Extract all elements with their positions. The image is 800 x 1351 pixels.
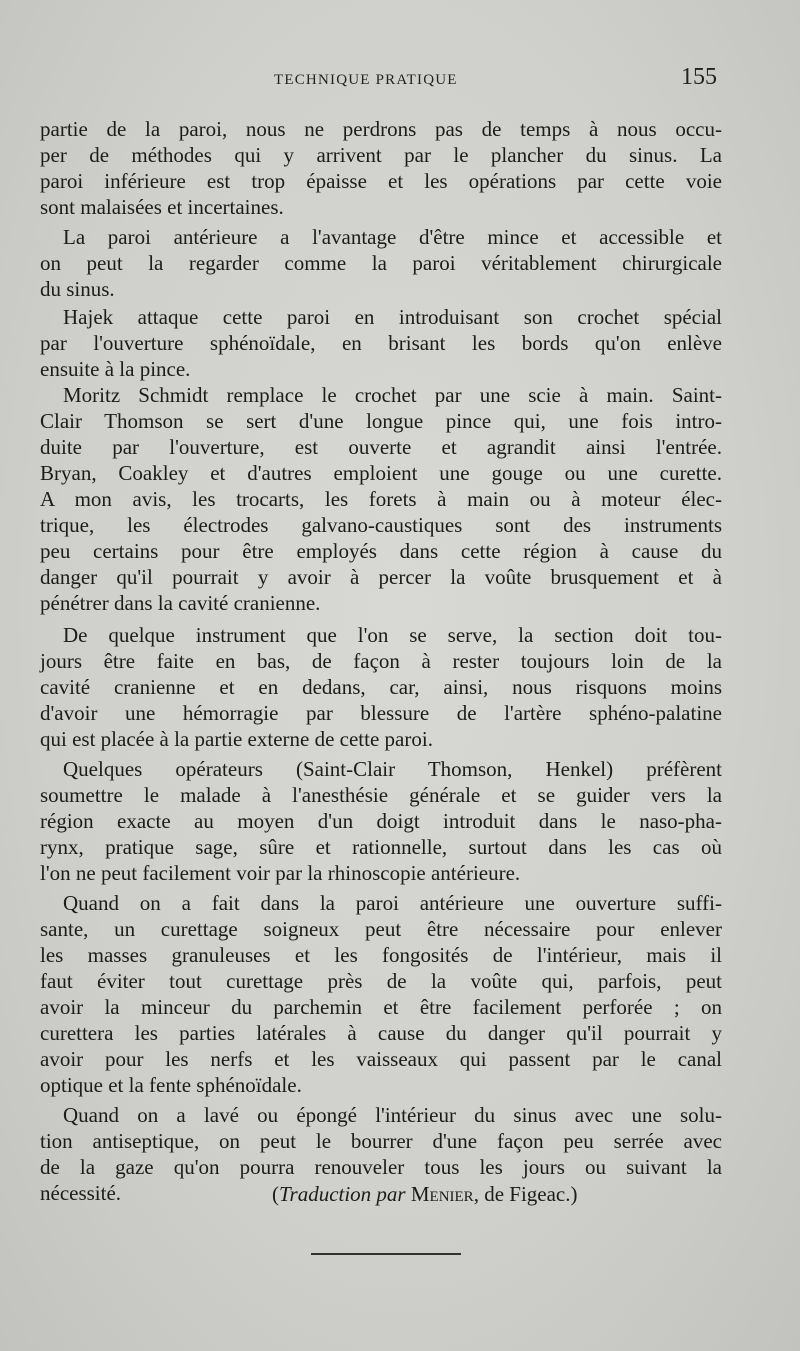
text-line: rynx, pratique sage, sûre et rationnelle, surtout dans les cas où <box>40 835 722 859</box>
text-line: de la gaze qu'on pourra renouveler tous les jours ou suivant la <box>40 1155 722 1179</box>
text-line: du sinus. <box>40 277 115 301</box>
text-line: par l'ouverture sphénoïdale, en brisant les bords qu'on enlève <box>40 331 722 355</box>
text-line: sont malaisées et incertaines. <box>40 195 284 219</box>
credit-close-paren: ) <box>570 1182 578 1206</box>
text-line: Moritz Schmidt remplace le crochet par une scie à main. Saint- <box>63 383 722 407</box>
text-line: cavité cranienne et en dedans, car, ainsi, nous risquons moins <box>40 675 722 699</box>
text-line: A mon avis, les trocarts, les forets à main ou à moteur élec- <box>40 487 722 511</box>
text-line: soumettre le malade à l'anesthésie générale et se guider vers la <box>40 783 722 807</box>
text-line: Hajek attaque cette paroi en introduisant son crochet spécial <box>63 305 722 329</box>
text-line: partie de la paroi, nous ne perdrons pas de temps à nous occu- <box>40 117 722 141</box>
text-line: jours être faite en bas, de façon à rester toujours loin de la <box>40 649 722 673</box>
page-number: 155 <box>681 64 717 90</box>
credit-place: , de Figeac. <box>473 1182 571 1206</box>
credit-open-paren: ( <box>272 1182 279 1206</box>
text-line: La paroi antérieure a l'avantage d'être mince et accessible et <box>63 225 722 249</box>
text-line: les masses granuleuses et les fongosités de l'intérieur, mais il <box>40 943 722 967</box>
text-line: Bryan, Coakley et d'autres emploient une gouge ou une curette. <box>40 461 722 485</box>
running-head: TECHNIQUE PRATIQUE <box>274 72 458 88</box>
translation-credit <box>272 1181 578 1207</box>
text-line: danger qu'il pourrait y avoir à percer la voûte brusquement et à <box>40 565 722 589</box>
text-line: Quand on a lavé ou épongé l'intérieur du sinus avec une solu- <box>63 1103 722 1127</box>
text-line: per de méthodes qui y arrivent par le plancher du sinus. La <box>40 143 722 167</box>
credit-translator-name: Menier <box>410 1182 474 1206</box>
text-line: De quelque instrument que l'on se serve, la section doit tou- <box>63 623 722 647</box>
text-line: paroi inférieure est trop épaisse et les opérations par cette voie <box>40 169 722 193</box>
text-line: Quelques opérateurs (Saint-Clair Thomson, Henkel) préfèrent <box>63 757 722 781</box>
text-line: qui est placée à la partie externe de cette paroi. <box>40 727 433 751</box>
text-line: peu certains pour être employés dans cette région à cause du <box>40 539 722 563</box>
text-line: faut éviter tout curettage près de la voûte qui, parfois, peut <box>40 969 722 993</box>
text-line: avoir la minceur du parchemin et être facilement perforée ; on <box>40 995 722 1019</box>
text-line: avoir pour les nerfs et les vaisseaux qui passent par le canal <box>40 1047 722 1071</box>
text-line: pénétrer dans la cavité cranienne. <box>40 591 321 615</box>
text-line: ensuite à la pince. <box>40 357 191 381</box>
text-line: nécessité. <box>40 1181 122 1205</box>
text-line: sante, un curettage soigneux peut être nécessaire pour enlever <box>40 917 722 941</box>
text-line: duite par l'ouverture, est ouverte et agrandit ainsi l'entrée. <box>40 435 722 459</box>
text-line: optique et la fente sphénoïdale. <box>40 1073 302 1097</box>
end-rule <box>311 1253 461 1255</box>
text-line: d'avoir une hémorragie par blessure de l'artère sphéno-palatine <box>40 701 722 725</box>
text-line: l'on ne peut facilement voir par la rhinoscopie antérieure. <box>40 861 521 885</box>
text-line: tion antiseptique, on peut le bourrer d'une façon peu serrée avec <box>40 1129 722 1153</box>
text-line: Quand on a fait dans la paroi antérieure une ouverture suffi- <box>63 891 722 915</box>
text-line: curettera les parties latérales à cause du danger qu'il pourrait y <box>40 1021 722 1045</box>
text-line: Clair Thomson se sert d'une longue pince qui, une fois intro- <box>40 409 722 433</box>
text-line: région exacte au moyen d'un doigt introduit dans le naso-pha- <box>40 809 722 833</box>
text-line: trique, les électrodes galvano-caustiques sont des instruments <box>40 513 722 537</box>
credit-translation-label: Traduction par <box>279 1182 406 1206</box>
text-line: on peut la regarder comme la paroi véritablement chirurgicale <box>40 251 722 275</box>
